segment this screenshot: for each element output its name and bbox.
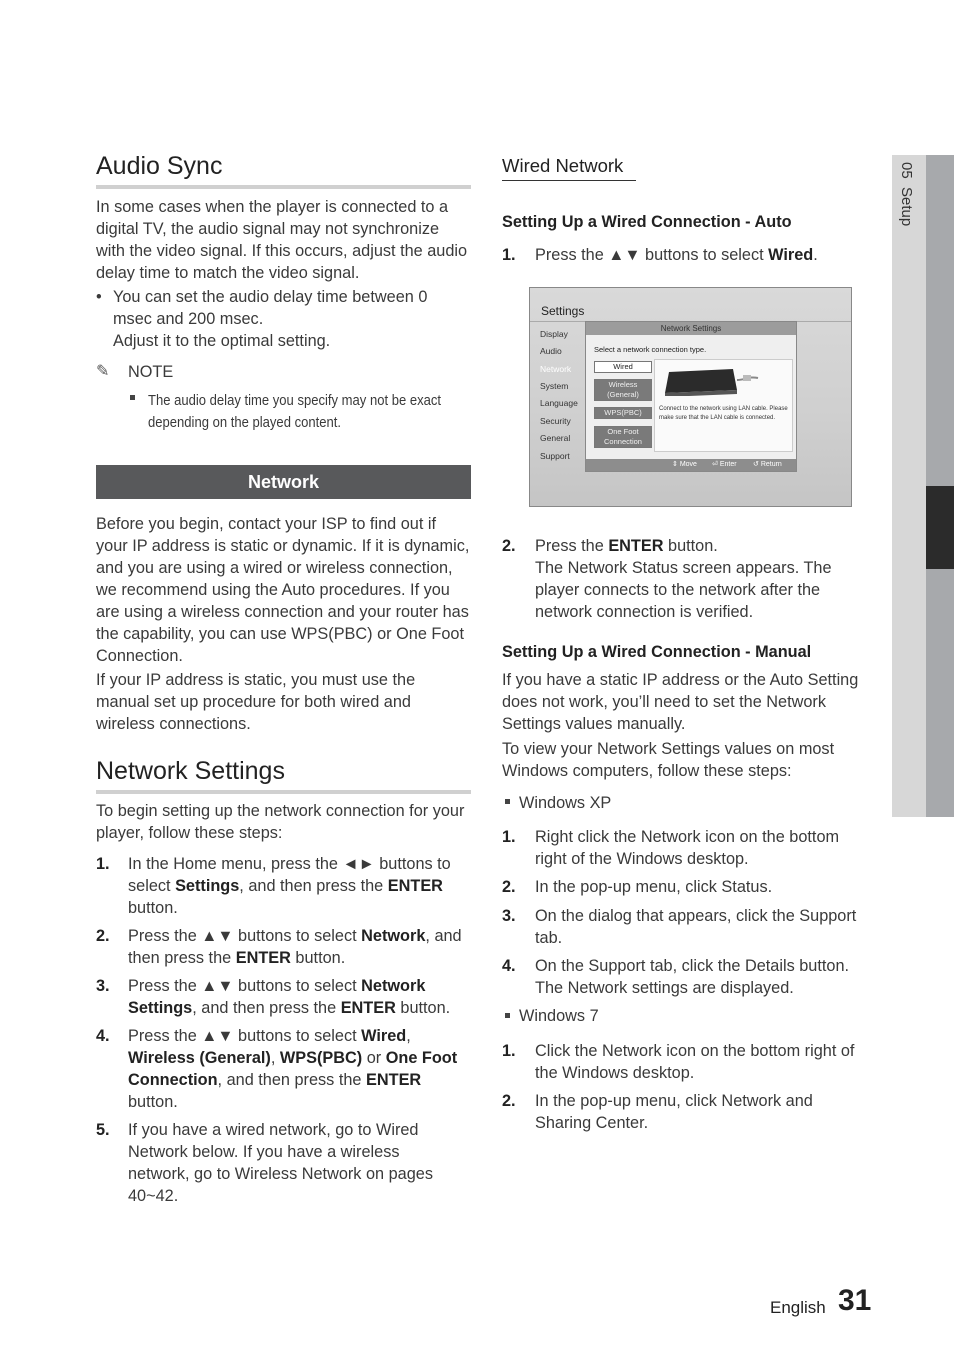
auto-heading: Setting Up a Wired Connection - Auto <box>502 213 792 231</box>
move-hint: ⇕ Move <box>672 461 697 468</box>
footer-language: English <box>770 1298 826 1317</box>
dialog-footer <box>586 459 796 471</box>
list-item <box>502 905 874 947</box>
step-number: 3. <box>96 977 110 995</box>
list-item <box>502 1040 874 1082</box>
network-section-bar: Network <box>96 465 471 499</box>
step-number: 2. <box>502 537 516 555</box>
note-text: The audio delay time you specify may not be exact depending on the played content. <box>148 393 442 431</box>
network-paragraph-1: Before you begin, contact your ISP to find out if your IP address is static or dynamic. If it is dynamic, and you are using a wired or wireless connection, we recommend using the Auto procedures. If you are using a wireless connection and your router has the capability, you can use WPS(PBC) or One Foot Connection. <box>96 515 470 665</box>
title-rule <box>96 790 471 794</box>
step-text: In the pop-up menu, click Network and Sharing Center. <box>535 1092 813 1132</box>
menu-item-system: System <box>540 381 569 391</box>
list-item <box>502 955 874 997</box>
screenshot-title: Settings <box>541 304 585 318</box>
step-text: Right click the Network icon on the bottom right of the Windows desktop. <box>535 828 840 868</box>
side-tab-marker <box>926 486 954 569</box>
title-rule <box>96 185 471 189</box>
side-tab-strip <box>926 569 954 817</box>
list-item <box>502 876 874 898</box>
step-number: 4. <box>502 957 516 975</box>
note-square-bullet <box>130 395 135 400</box>
side-tab-strip <box>926 155 954 486</box>
menu-item-security: Security <box>540 416 571 426</box>
square-bullet <box>505 1013 510 1018</box>
network-paragraph-2: If your IP address is static, you must use the manual set up procedure for both wired and wireless connections. <box>96 671 416 733</box>
menu-item-display: Display <box>540 329 568 339</box>
step-text: Press the ▲▼ buttons to select Wired. <box>535 246 818 264</box>
step-text: On the Support tab, click the Details button. The Network settings are displayed. <box>535 957 850 997</box>
side-tab <box>892 155 926 817</box>
dialog-prompt: Select a network connection type. <box>594 345 707 354</box>
step-text: Click the Network icon on the bottom right of the Windows desktop. <box>535 1042 855 1082</box>
page-number: 31 <box>838 1284 872 1317</box>
step-number: 1. <box>502 246 516 264</box>
step-number: 2. <box>502 878 516 896</box>
network-settings-intro: To begin setting up the network connection for your player, follow these steps: <box>96 802 465 842</box>
list-item <box>96 853 471 917</box>
audio-sync-bullet <box>113 286 458 352</box>
list-item <box>96 925 471 967</box>
pencil-icon: ✎ <box>96 363 110 380</box>
network-settings-dialog <box>585 321 797 472</box>
list-item <box>96 975 471 1017</box>
step-number: 1. <box>502 828 516 846</box>
list-item <box>502 244 874 266</box>
list-item <box>502 1090 874 1132</box>
square-bullet <box>505 799 510 804</box>
windows-7-label: Windows 7 <box>519 1007 599 1025</box>
note-label: NOTE <box>128 363 174 381</box>
menu-item-general: General <box>540 433 571 443</box>
step-text: On the dialog that appears, click the Support tab. <box>535 907 857 947</box>
option-one-foot-connection[interactable]: One Foot Connection <box>594 426 652 448</box>
wired-network-title: Wired Network <box>502 155 624 176</box>
step-number: 2. <box>96 927 110 945</box>
step-number: 1. <box>96 855 110 873</box>
info-text: Connect to the network using LAN cable. Please make sure that the LAN cable is connected. <box>659 406 788 421</box>
step-text: Press the ▲▼ buttons to select Network, and then press the ENTER button. <box>128 927 462 967</box>
bullet-text-2: Adjust it to the optimal setting. <box>113 332 331 350</box>
option-wireless-general[interactable]: Wireless (General) <box>594 379 652 401</box>
bullet-dot: • <box>96 288 102 306</box>
step-number: 2. <box>502 1092 516 1110</box>
manual-paragraph-1: If you have a static IP address or the Auto Setting does not work, you’ll need to set the Network Settings values manually. <box>502 671 859 733</box>
audio-sync-body: In some cases when the player is connected to a digital TV, the audio signal may not synchronize with the video signal. If this occurs, adjust the audio delay time to match the video signal. <box>96 198 468 282</box>
bullet-text-1: You can set the audio delay time between 0 msec and 200 msec. <box>113 288 428 328</box>
list-item <box>502 826 874 868</box>
manual-paragraph-2: To view your Network Settings values on most Windows computers, follow these steps: <box>502 740 835 780</box>
title-underline <box>502 180 636 181</box>
audio-sync-title: Audio Sync <box>96 152 223 180</box>
windows-xp-label: Windows XP <box>519 794 612 812</box>
list-item <box>96 1025 471 1111</box>
step-text: Press the ▲▼ buttons to select Network Settings, and then press the ENTER button. <box>128 977 451 1017</box>
step-number: 1. <box>502 1042 516 1060</box>
step-text: Press the ENTER button. The Network Status screen appears. The player connects to the network after the network connection is verified. <box>535 537 832 621</box>
manual-heading: Setting Up a Wired Connection - Manual <box>502 643 812 661</box>
dialog-title: Network Settings <box>586 322 796 335</box>
menu-item-audio: Audio <box>540 346 562 356</box>
enter-hint: ⏎ Enter <box>712 461 737 468</box>
menu-item-network: Network <box>540 364 572 374</box>
side-tab-label: 05 Setup <box>898 162 915 227</box>
step-text: In the pop-up menu, click Status. <box>535 878 773 896</box>
step-number: 5. <box>96 1121 110 1139</box>
info-panel <box>654 359 793 452</box>
player-device-icon <box>663 366 763 396</box>
step-number: 4. <box>96 1027 110 1045</box>
list-item <box>502 535 874 621</box>
option-wired[interactable]: Wired <box>594 361 652 373</box>
step-text: In the Home menu, press the ◄► buttons to select Settings, and then press the ENTER button. <box>128 855 451 917</box>
step-text: If you have a wired network, go to Wired Network below. If you have a wireless network, go to Wireless Network on pages 40~42. <box>128 1121 433 1205</box>
settings-screenshot <box>529 287 852 507</box>
menu-item-language: Language <box>540 398 578 408</box>
network-settings-title: Network Settings <box>96 757 285 785</box>
menu-item-support: Support <box>540 451 570 461</box>
return-hint: ↺ Return <box>753 461 782 468</box>
list-item <box>96 1119 471 1205</box>
option-wps-pbc[interactable]: WPS(PBC) <box>594 407 652 419</box>
step-number: 3. <box>502 907 516 925</box>
step-text: Press the ▲▼ buttons to select Wired, Wireless (General), WPS(PBC) or One Foot Connection, and then press the ENTER button. <box>128 1027 458 1111</box>
